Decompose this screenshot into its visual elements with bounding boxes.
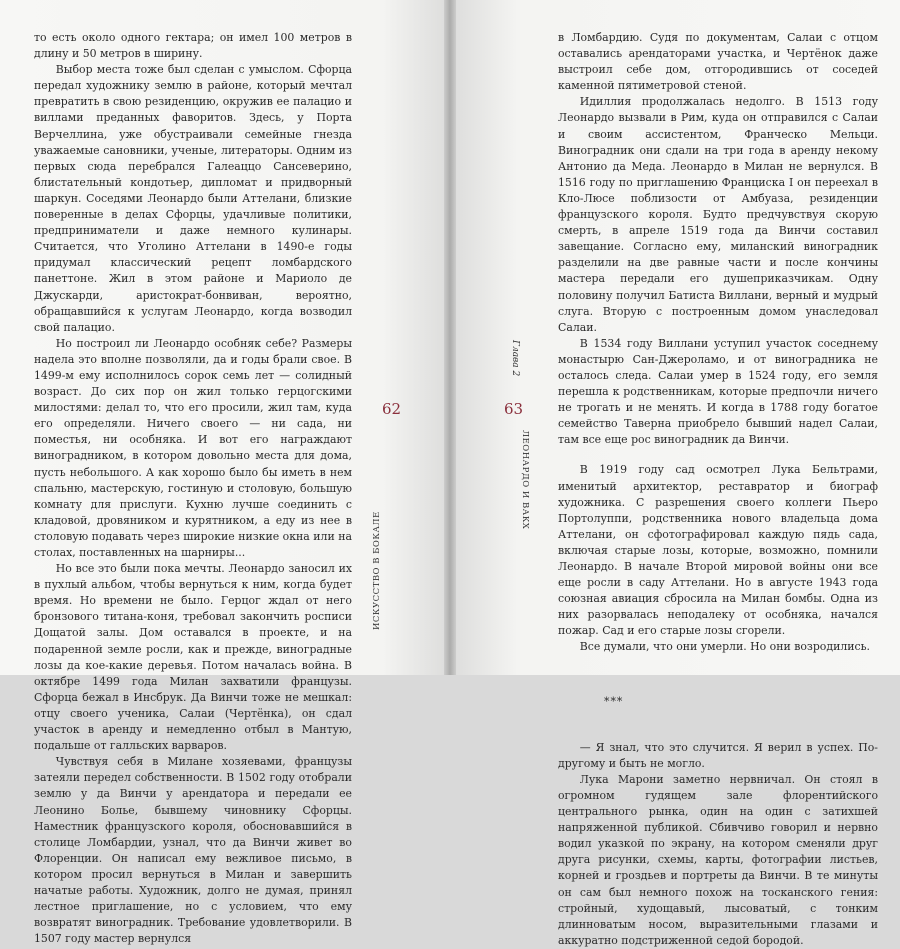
paragraph: Все думали, что они умерли. Но они возродились. [579, 640, 870, 654]
paragraph: Идиллия продолжалась недолго. В 1513 году Леонардо вызвали в Рим, куда он отправился с Салаи и своим ассистентом, Франческо Мельци. Виноградник они сдали на три года в аренду некому Антонио да Меда. Леонардо в Милан не вернулся. В 1516 году по приглашению Франциска I он переехал в Кло-Люсе поблизости от Амбуаза, резиденции французского короля. Будто предчувствуя скорую смерть, в апреле 1519 года да Винчи составил завещание. Согласно ему, миланский виноградник разделили на две равные части и после кончины мастера передали его душеприказчикам. Одну половину получил Батиста Виллани, верный и мудрый слуга. Вторую с построенным домом унаследовал Салаи. [558, 95, 878, 334]
left-page [0, 0, 450, 946]
right-page-text [558, 30, 878, 949]
paragraph: Выбор места тоже был сделан с умыслом. Сфорца передал художнику землю в районе, который мечтал превратить в свою резиденцию, окружив ее палацио и виллами преданных фаворитов. Здесь, у Порта Верчеллина, уже обустраивали семейные гнезда уважаемые сановники, ученые, литераторы. Одним из первых сюда перебрался Галеаццо Сансеверино, блистательный кондотьер, дипломат и придворный шаркун. Соседями Леонардо были Аттелани, близкие поверенные в делах Сфорцы, удачливые политики, предприниматели и даже немного кулинары. Считается, что Уголино Аттелани в 1490-е годы придумал классический рецепт ломбардского панеттоне. Жил в этом районе и Мариоло де Джускарди, аристократ-бонвиван, вероятно, обращавшийся к услугам Леонардо, когда возводил свой палацио. [34, 63, 352, 334]
paragraph: в Ломбардию. Судя по документам, Салаи с отцом оставались арендаторами участка, и Чертёнок даже выстроил себе дом, отгородившись от соседей каменной пятиметровой стеной. [558, 31, 878, 93]
page-number: 63 [504, 400, 524, 418]
book-gutter [444, 0, 456, 675]
right-page [450, 0, 900, 947]
paragraph: В 1534 году Виллани уступил участок соседнему монастырю Сан-Джероламо, и от виноградника не осталось следа. Салаи умер в 1524 году, его земля перешла к родственникам, которые предпочли ничего не трогать и не менять. И когда в 1788 году богатое семейство Таверна приобрело бывший надел Салаи, там все еще рос виноградник да Винчи. [558, 336, 878, 447]
paragraph: — Я знал, что это случится. Я верил в успех. По-другому и быть не могло. [558, 740, 878, 770]
paragraph: Чувствуя себя в Милане хозяевами, французы затеяли передел собственности. В 1502 году отобрали землю у да Винчи у арендатора и передали ее Леонино Больe, бывшему чиновнику Сфорцы. Наместник французского короля, обосновавшийся в столице Ломбардии, узнал, что да Винчи живет во Флоренции. Он написал ему вежливое письмо, в котором просил вернуться в Милан и завершить начатые работы. Художник, долго не думая, принял лестное приглашение, но с условием, что ему возвратят виноградник. Требование удовлетворили. В 1507 году мастер вернулся [34, 755, 352, 946]
section-break: *** [604, 694, 624, 708]
paragraph: то есть около одного гектара; он имел 100 метров в длину и 50 метров в ширину. [34, 31, 352, 61]
page-number: 62 [382, 400, 402, 418]
left-page-text [34, 30, 352, 947]
paragraph: Но построил ли Леонардо особняк себе? Размеры надела это вполне позволяли, да и годы брали свое. В 1499-м ему исполнилось сорок семь лет — солидный возраст. До сих пор он жил только герцогскими милостями: делал то, что его просили, жил там, куда его определяли. Ничего своего — ни сада, ни поместья, ни особняка. И вот его награждают виноградником, в котором довольно места для дома, пусть небольшого. А как хорошо было бы иметь в нем спальню, мастерскую, гостиную и столовую, большую комнату для прислуги. Кухню лучше соединить с кладовой, дровяником и курятником, а еду из нее в столовую подавать через широкие низкие окна или на столах, поставленных на шарниры... [34, 336, 352, 559]
running-head: ИСКУССТВО В БОКАЛЕ [372, 511, 382, 630]
paragraph: Лука Марони заметно нервничал. Он стоял в огромном гудящем зале флорентийского центрального рынка, один на один с затихшей напряженной публикой. Сбивчиво говорил и нервно водил указкой по экрану, на котором сменяли друг друга рисунки, схемы, карты, фотографии листьев, корней и гроздьев и портреты да Винчи. В те минуты он сам был немного похож на тосканского гения: стройный, худощавый, лысоватый, с тонким длинноватым носом, выразительными глазами и аккуратно подстриженной седой бородой. [558, 772, 878, 947]
paragraph: Но все это были пока мечты. Леонардо заносил их в пухлый альбом, чтобы вернуться к ним, когда будет время. Но времени не было. Герцог ждал от него бронзового титана-коня, требовал закончить росписи Дощатой залы. Дом оставался в проекте, и на подаренной земле росли, как и прежде, виноградные лозы да кое-какие деревья. Потом началась война. В октябре 1499 года Милан захватили французы. Сфорца бежал в Инсбрук. Да Винчи тоже не мешкал: отцу своего ученика, Салаи (Чертёнка), он сдал участок в аренду и немедленно отбыл в Мантую, подальше от галльских варваров. [34, 562, 352, 753]
chapter-label: Глава 2 [510, 340, 520, 377]
paragraph: В 1919 году сад осмотрел Лука Бельтрами, именитый архитектор, реставратор и биограф художника. С разрешения своего коллеги Пьеро Портолуппи, родственника нового владельца дома Аттелани, он сфотографировал каждую пядь сада, включая старые лозы, которые, возможно, помнили Леонардо. В начале Второй мировой войны они все еще росли в саду Аттелани. Но в августе 1943 года союзная авиация сбросила на Милан бомбы. Одна из них разорвалась неподалеку от особняка, начался пожар. Сад и его старые лозы сгорели. [558, 463, 878, 638]
running-head: ЛЕОНАРДО И ВАКХ [520, 430, 530, 530]
